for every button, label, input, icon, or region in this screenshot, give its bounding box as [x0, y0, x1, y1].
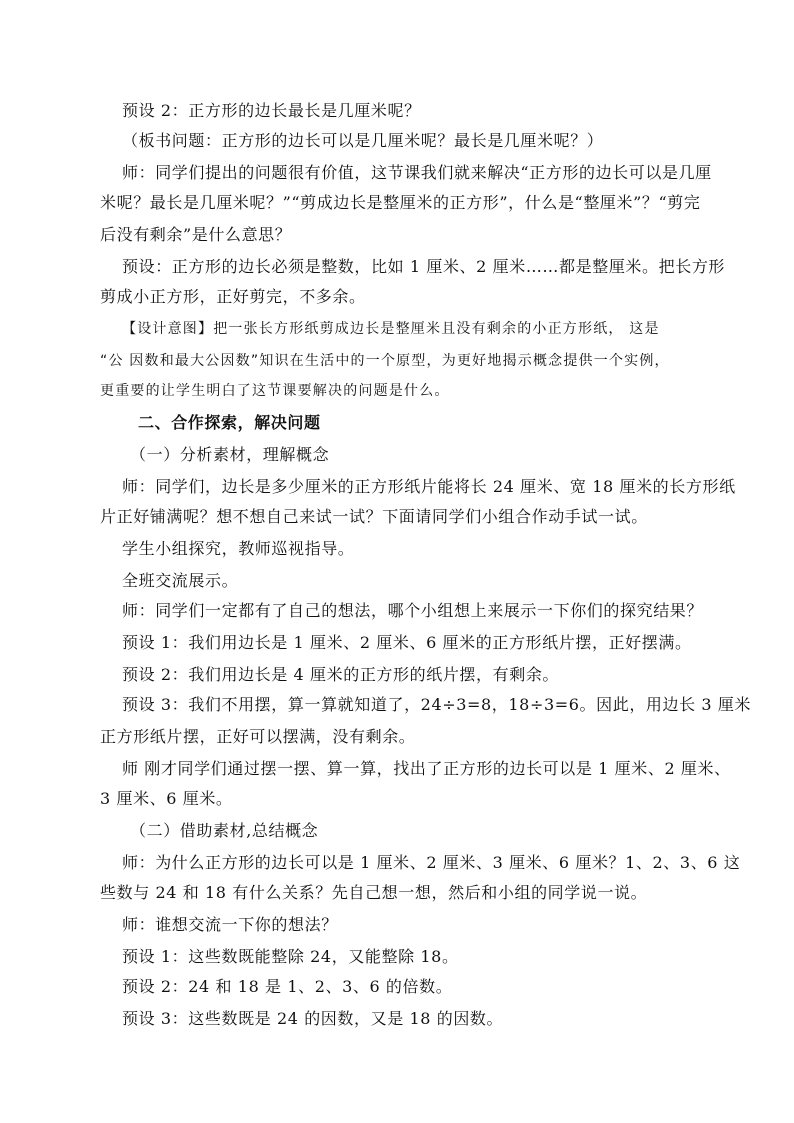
text-line-teacher-6: 师：谁想交流一下你的想法？	[122, 915, 338, 934]
text-line-teacher-1b: 米呢？最长是几厘米呢？”“剪成边长是整厘米的正方形”，什么是“整厘米”？“剪完	[100, 193, 701, 212]
text-line-preset-1: 预设 1：我们用边长是 1 厘米、2 厘米、6 厘米的正方形纸片摆，正好摆满。	[122, 633, 692, 652]
text-line-preset-6: 预设 3：这些数既是 24 的因数，又是 18 的因数。	[122, 1009, 504, 1028]
text-line-teacher-5a: 师：为什么正方形的边长可以是 1 厘米、2 厘米、3 厘米、6 厘米？1、2、3、6 这	[122, 853, 741, 872]
text-line-preset-a: 预设：正方形的边长必须是整数，比如 1 厘米、2 厘米……都是整厘米。把长方形	[122, 257, 726, 276]
text-line-preset-4: 预设 1：这些数既能整除 24，又能整除 18。	[122, 947, 459, 966]
subsection-heading-1: （一）分析素材，理解概念	[130, 445, 330, 464]
text-line-board-question: （板书问题：正方形的边长可以是几厘米呢？最长是几厘米呢？）	[122, 131, 604, 150]
design-intent-line-3: 更重要的让学生明白了这节课要解决的问题是什么。	[100, 383, 450, 399]
text-line-teacher-3: 师：同学们一定都有了自己的想法，哪个小组想上来展示一下你们的探究结果？	[122, 601, 704, 620]
design-intent-line-1: 【设计意图】把一张长方形纸剪成边长是整厘米且没有剩余的小正方形纸， 这是	[122, 321, 660, 337]
text-line-class-share: 全班交流展示。	[122, 571, 239, 590]
text-line-teacher-4b: 3 厘米、6 厘米。	[100, 789, 233, 808]
subsection-heading-2: （二）借助素材,总结概念	[130, 821, 319, 840]
section-heading-2: 二、合作探索，解决问题	[138, 413, 321, 432]
design-intent-line-2: “公 因数和最大公因数”知识在生活中的一个原型，为更好地揭示概念提供一个实例，	[100, 353, 670, 369]
text-line-teacher-2b: 片正好铺满呢？想不想自己来试一试？下面请同学们小组合作动手试一试。	[100, 507, 648, 526]
text-line-teacher-5b: 些数与 24 和 18 有什么关系？先自己想一想，然后和小组的同学说一说。	[100, 883, 648, 902]
text-line-teacher-2a: 师：同学们，边长是多少厘米的正方形纸片能将长 24 厘米、宽 18 厘米的长方形纸	[122, 477, 736, 496]
text-line-teacher-1c: 后没有剩余”是什么意思？	[100, 225, 292, 244]
text-line-preset-2b: 预设 2：我们用边长是 4 厘米的正方形的纸片摆，有剩余。	[122, 665, 560, 684]
text-line-preset-2: 预设 2：正方形的边长最长是几厘米呢？	[122, 101, 421, 120]
text-line-teacher-1a: 师：同学们提出的问题很有价值，这节课我们就来解决“正方形的边长可以是几厘	[122, 163, 712, 182]
text-line-preset-3a: 预设 3：我们不用摆，算一算就知道了，24÷3=8，18÷3=6。因此，用边长 3 厘米	[122, 695, 752, 714]
text-line-teacher-4a: 师 刚才同学们通过摆一摆、算一算，找出了正方形的边长可以是 1 厘米、2 厘米、	[122, 759, 731, 778]
text-line-preset-3b: 正方形纸片摆，正好可以摆满，没有剩余。	[100, 727, 416, 746]
text-line-preset-5: 预设 2：24 和 18 是 1、2、3、6 的倍数。	[122, 977, 453, 996]
text-line-student-explore: 学生小组探究，教师巡视指导。	[122, 539, 355, 558]
text-line-preset-b: 剪成小正方形，正好剪完，不多余。	[100, 287, 366, 306]
